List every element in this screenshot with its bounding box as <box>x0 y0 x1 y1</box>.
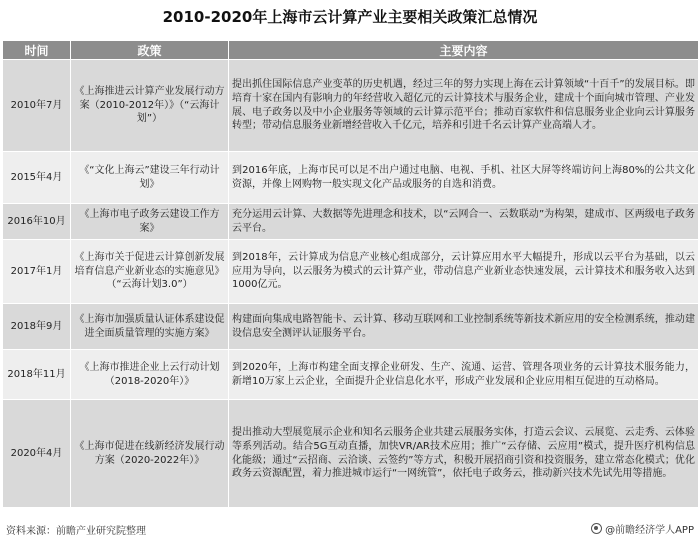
row-policy: 《“文化上海云”建设三年行动计划》 <box>71 152 229 204</box>
table-header-row <box>3 41 699 60</box>
brand-credit <box>591 521 694 536</box>
row-policy: 《上海市加强质量认证体系建设促进全面质量管理的实施方案》 <box>71 304 229 350</box>
row-time: 2010年7月 <box>3 60 71 152</box>
row-policy: 《上海市电子政务云建设工作方案》 <box>71 204 229 240</box>
row-time: 2016年10月 <box>3 204 71 240</box>
brand-label: @前瞻经济学人APP <box>605 525 694 536</box>
row-policy: 《上海推进云计算产业发展行动方案（2010-2012年）》（“云海计划”） <box>71 60 229 152</box>
row-time: 2015年4月 <box>3 152 71 204</box>
row-content: 构建面向集成电路智能卡、云计算、移动互联网和工业控制系统等新技术新应用的安全检测系统，推动建设信息安全测评认证服务平台。 <box>229 304 699 350</box>
row-time: 2017年1月 <box>3 240 71 304</box>
page-title: 2010-2020年上海市云计算产业主要相关政策汇总情况 <box>162 8 538 26</box>
row-time: 2018年11月 <box>3 350 71 400</box>
header-time: 时间 <box>3 41 71 60</box>
row-content: 到2016年底，上海市民可以足不出户通过电脑、电视、手机、社区大屏等终端访问上海80%的公共文化资源，并像上网购物一般实现文化产品或服务的自选和消费。 <box>229 152 699 204</box>
header-policy: 政策 <box>71 41 229 60</box>
table-row <box>3 350 699 400</box>
row-time: 2020年4月 <box>3 400 71 508</box>
row-content: 提出推动大型展览展示企业和知名云服务企业共建云展服务实体，打造云会议、云展览、云走秀、云体验等系列活动。结合5G互动直播，加快VR/AR技术应用；推广“云存储、云应用”模式，提升医疗机构信息化能级；通过“云招商、云洽谈、云签约”等方式，积极开展招商引资和投资服务，建立常态化模式；优化政务云资源配置，着力推进城市运行“一网统管”，依托电子政务云，推动新兴技术先试先用等措施。 <box>229 400 699 508</box>
header-content: 主要内容 <box>229 41 699 60</box>
table-row <box>3 240 699 304</box>
table-row <box>3 152 699 204</box>
row-policy: 《上海市推进企业上云行动计划（2018-2020年）》 <box>71 350 229 400</box>
table-row <box>3 400 699 508</box>
row-time: 2018年9月 <box>3 304 71 350</box>
row-content: 充分运用云计算、大数据等先进理念和技术，以“云网合一、云数联动”为构架，建成市、区两级电子政务云平台。 <box>229 204 699 240</box>
row-policy: 《上海市促进在线新经济发展行动方案（2020-2022年）》 <box>71 400 229 508</box>
row-policy: 《上海市关于促进云计算创新发展培育信息产业新业态的实施意见》（“云海计划3.0”） <box>71 240 229 304</box>
policy-table <box>2 40 699 508</box>
table-row <box>3 204 699 240</box>
row-content: 到2020年，上海市构建全面支撑企业研发、生产、流通、运营、管理各项业务的云计算技术服务能力，新增10万家上云企业，全面提升企业信息化水平，形成产业发展和企业应用相互促进的互动格局。 <box>229 350 699 400</box>
row-content: 到2018年，云计算成为信息产业核心组成部分，云计算应用水平大幅提升，形成以云平台为基础，以云应用为导向，以云服务为模式的云计算产业，带动信息产业新业态快速发展，云计算技术和服务收入达到1000亿元。 <box>229 240 699 304</box>
table-row <box>3 304 699 350</box>
qianzhan-logo-icon <box>591 523 602 534</box>
source-note: 资料来源：前瞻产业研究院整理 <box>6 526 146 537</box>
table-row <box>3 60 699 152</box>
row-content: 提出抓住国际信息产业变革的历史机遇，经过三年的努力实现上海在云计算领域“十百千”的发展目标。即培育十家在国内有影响力的年经营收入超亿元的云计算技术与服务企业，建成十个面向城市管理、产业发展、电子政务以及中小企业服务等领域的云计算示范平台；推动百家软件和信息服务业企业向云计算服务转型；带动信息服务业新增经营收入千亿元，培养和引进千名云计算产业高端人才。 <box>229 60 699 152</box>
